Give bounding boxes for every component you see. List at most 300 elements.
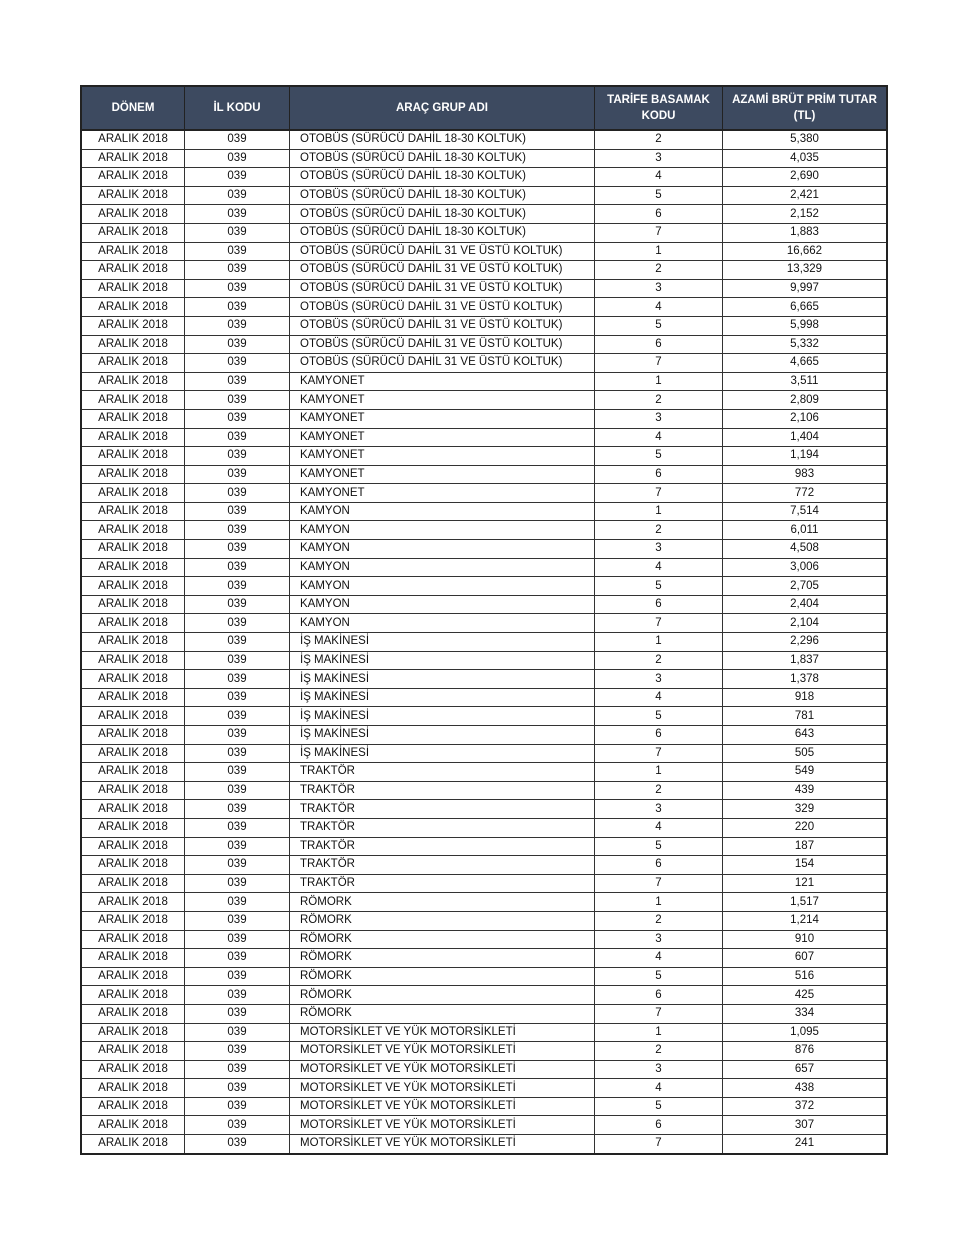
province-code-cell: 039 [185, 316, 290, 335]
period-cell: ARALIK 2018 [81, 633, 185, 652]
vehicle-group-cell: KAMYONET [290, 465, 595, 484]
header-row [81, 86, 887, 130]
table-row [81, 447, 887, 466]
province-code-cell: 039 [185, 1097, 290, 1116]
max-premium-cell: 1,214 [723, 911, 888, 930]
max-premium-cell: 2,106 [723, 409, 888, 428]
table-body [81, 130, 887, 1154]
max-premium-cell: 1,837 [723, 651, 888, 670]
tariff-step-cell: 2 [595, 391, 723, 410]
table-row [81, 1116, 887, 1135]
period-cell: ARALIK 2018 [81, 372, 185, 391]
period-cell: ARALIK 2018 [81, 874, 185, 893]
province-code-cell: 039 [185, 279, 290, 298]
header-province-code: İL KODU [185, 86, 290, 130]
tariff-step-cell: 6 [595, 1116, 723, 1135]
province-code-cell: 039 [185, 781, 290, 800]
table-row [81, 986, 887, 1005]
province-code-cell: 039 [185, 1079, 290, 1098]
province-code-cell: 039 [185, 577, 290, 596]
period-cell: ARALIK 2018 [81, 726, 185, 745]
period-cell: ARALIK 2018 [81, 1116, 185, 1135]
tariff-step-cell: 4 [595, 168, 723, 187]
vehicle-group-cell: MOTORSİKLET VE YÜK MOTORSİKLETİ [290, 1042, 595, 1061]
vehicle-group-cell: KAMYON [290, 595, 595, 614]
premium-table [80, 85, 888, 1155]
period-cell: ARALIK 2018 [81, 168, 185, 187]
max-premium-cell: 439 [723, 781, 888, 800]
period-cell: ARALIK 2018 [81, 707, 185, 726]
max-premium-cell: 2,152 [723, 205, 888, 224]
table-row [81, 651, 887, 670]
vehicle-group-cell: OTOBÜS (SÜRÜCÜ DAHİL 31 VE ÜSTÜ KOLTUK) [290, 335, 595, 354]
table-row [81, 763, 887, 782]
table-row [81, 670, 887, 689]
period-cell: ARALIK 2018 [81, 205, 185, 224]
province-code-cell: 039 [185, 1004, 290, 1023]
vehicle-group-cell: KAMYONET [290, 447, 595, 466]
max-premium-cell: 516 [723, 967, 888, 986]
table-row [81, 484, 887, 503]
province-code-cell: 039 [185, 688, 290, 707]
table-row [81, 335, 887, 354]
tariff-step-cell: 3 [595, 409, 723, 428]
period-cell: ARALIK 2018 [81, 986, 185, 1005]
max-premium-cell: 2,421 [723, 186, 888, 205]
tariff-step-cell: 4 [595, 1079, 723, 1098]
vehicle-group-cell: KAMYONET [290, 409, 595, 428]
table-row [81, 223, 887, 242]
table-row [81, 1135, 887, 1154]
max-premium-cell: 505 [723, 744, 888, 763]
table-row [81, 800, 887, 819]
tariff-step-cell: 1 [595, 633, 723, 652]
province-code-cell: 039 [185, 261, 290, 280]
province-code-cell: 039 [185, 205, 290, 224]
period-cell: ARALIK 2018 [81, 930, 185, 949]
province-code-cell: 039 [185, 670, 290, 689]
province-code-cell: 039 [185, 447, 290, 466]
table-row [81, 502, 887, 521]
vehicle-group-cell: İŞ MAKİNESİ [290, 707, 595, 726]
vehicle-group-cell: İŞ MAKİNESİ [290, 633, 595, 652]
tariff-step-cell: 7 [595, 354, 723, 373]
max-premium-cell: 876 [723, 1042, 888, 1061]
max-premium-cell: 4,035 [723, 149, 888, 168]
province-code-cell: 039 [185, 614, 290, 633]
table-row [81, 893, 887, 912]
province-code-cell: 039 [185, 242, 290, 261]
period-cell: ARALIK 2018 [81, 409, 185, 428]
table-row [81, 465, 887, 484]
max-premium-cell: 6,665 [723, 298, 888, 317]
table-row [81, 149, 887, 168]
tariff-step-cell: 3 [595, 1060, 723, 1079]
max-premium-cell: 1,378 [723, 670, 888, 689]
tariff-step-cell: 6 [595, 856, 723, 875]
vehicle-group-cell: TRAKTÖR [290, 800, 595, 819]
max-premium-cell: 329 [723, 800, 888, 819]
period-cell: ARALIK 2018 [81, 447, 185, 466]
province-code-cell: 039 [185, 949, 290, 968]
vehicle-group-cell: MOTORSİKLET VE YÜK MOTORSİKLETİ [290, 1060, 595, 1079]
province-code-cell: 039 [185, 763, 290, 782]
vehicle-group-cell: OTOBÜS (SÜRÜCÜ DAHİL 31 VE ÜSTÜ KOLTUK) [290, 242, 595, 261]
province-code-cell: 039 [185, 428, 290, 447]
max-premium-cell: 334 [723, 1004, 888, 1023]
tariff-step-cell: 4 [595, 688, 723, 707]
period-cell: ARALIK 2018 [81, 298, 185, 317]
table-row [81, 781, 887, 800]
province-code-cell: 039 [185, 223, 290, 242]
table-row [81, 744, 887, 763]
province-code-cell: 039 [185, 893, 290, 912]
tariff-step-cell: 6 [595, 986, 723, 1005]
province-code-cell: 039 [185, 633, 290, 652]
tariff-step-cell: 5 [595, 316, 723, 335]
max-premium-cell: 5,332 [723, 335, 888, 354]
period-cell: ARALIK 2018 [81, 521, 185, 540]
table-row [81, 688, 887, 707]
table-row [81, 298, 887, 317]
tariff-step-cell: 1 [595, 242, 723, 261]
tariff-step-cell: 2 [595, 261, 723, 280]
period-cell: ARALIK 2018 [81, 1023, 185, 1042]
table-row [81, 967, 887, 986]
vehicle-group-cell: OTOBÜS (SÜRÜCÜ DAHİL 31 VE ÜSTÜ KOLTUK) [290, 354, 595, 373]
province-code-cell: 039 [185, 372, 290, 391]
table-row [81, 130, 887, 149]
vehicle-group-cell: RÖMORK [290, 949, 595, 968]
tariff-step-cell: 4 [595, 428, 723, 447]
period-cell: ARALIK 2018 [81, 1060, 185, 1079]
table-row [81, 1004, 887, 1023]
vehicle-group-cell: OTOBÜS (SÜRÜCÜ DAHİL 18-30 KOLTUK) [290, 149, 595, 168]
vehicle-group-cell: KAMYON [290, 502, 595, 521]
table-row [81, 1079, 887, 1098]
table-row [81, 837, 887, 856]
tariff-step-cell: 4 [595, 558, 723, 577]
table-row [81, 949, 887, 968]
max-premium-cell: 13,329 [723, 261, 888, 280]
province-code-cell: 039 [185, 595, 290, 614]
table-row [81, 186, 887, 205]
tariff-step-cell: 7 [595, 484, 723, 503]
vehicle-group-cell: KAMYON [290, 614, 595, 633]
vehicle-group-cell: MOTORSİKLET VE YÜK MOTORSİKLETİ [290, 1079, 595, 1098]
province-code-cell: 039 [185, 930, 290, 949]
max-premium-cell: 1,517 [723, 893, 888, 912]
header-tariff-step: TARİFE BASAMAK KODU [595, 86, 723, 130]
tariff-step-cell: 5 [595, 1097, 723, 1116]
period-cell: ARALIK 2018 [81, 688, 185, 707]
vehicle-group-cell: MOTORSİKLET VE YÜK MOTORSİKLETİ [290, 1116, 595, 1135]
max-premium-cell: 607 [723, 949, 888, 968]
period-cell: ARALIK 2018 [81, 818, 185, 837]
tariff-step-cell: 6 [595, 726, 723, 745]
period-cell: ARALIK 2018 [81, 1042, 185, 1061]
province-code-cell: 039 [185, 818, 290, 837]
max-premium-cell: 16,662 [723, 242, 888, 261]
tariff-step-cell: 7 [595, 874, 723, 893]
max-premium-cell: 5,380 [723, 130, 888, 149]
province-code-cell: 039 [185, 502, 290, 521]
max-premium-cell: 1,404 [723, 428, 888, 447]
table-row [81, 521, 887, 540]
vehicle-group-cell: OTOBÜS (SÜRÜCÜ DAHİL 18-30 KOLTUK) [290, 186, 595, 205]
province-code-cell: 039 [185, 967, 290, 986]
table-row [81, 354, 887, 373]
tariff-step-cell: 6 [595, 335, 723, 354]
vehicle-group-cell: OTOBÜS (SÜRÜCÜ DAHİL 18-30 KOLTUK) [290, 168, 595, 187]
vehicle-group-cell: OTOBÜS (SÜRÜCÜ DAHİL 31 VE ÜSTÜ KOLTUK) [290, 316, 595, 335]
max-premium-cell: 6,011 [723, 521, 888, 540]
max-premium-cell: 241 [723, 1135, 888, 1154]
period-cell: ARALIK 2018 [81, 223, 185, 242]
vehicle-group-cell: İŞ MAKİNESİ [290, 688, 595, 707]
province-code-cell: 039 [185, 521, 290, 540]
table-row [81, 930, 887, 949]
max-premium-cell: 9,997 [723, 279, 888, 298]
table-row [81, 595, 887, 614]
vehicle-group-cell: KAMYON [290, 558, 595, 577]
vehicle-group-cell: TRAKTÖR [290, 763, 595, 782]
province-code-cell: 039 [185, 837, 290, 856]
vehicle-group-cell: OTOBÜS (SÜRÜCÜ DAHİL 31 VE ÜSTÜ KOLTUK) [290, 298, 595, 317]
vehicle-group-cell: OTOBÜS (SÜRÜCÜ DAHİL 31 VE ÜSTÜ KOLTUK) [290, 279, 595, 298]
period-cell: ARALIK 2018 [81, 540, 185, 559]
max-premium-cell: 549 [723, 763, 888, 782]
province-code-cell: 039 [185, 1023, 290, 1042]
table-row [81, 874, 887, 893]
tariff-step-cell: 7 [595, 223, 723, 242]
table-row [81, 205, 887, 224]
period-cell: ARALIK 2018 [81, 354, 185, 373]
period-cell: ARALIK 2018 [81, 261, 185, 280]
tariff-step-cell: 1 [595, 502, 723, 521]
province-code-cell: 039 [185, 1135, 290, 1154]
tariff-step-cell: 2 [595, 130, 723, 149]
period-cell: ARALIK 2018 [81, 577, 185, 596]
header-vehicle-group: ARAÇ GRUP ADI [290, 86, 595, 130]
max-premium-cell: 910 [723, 930, 888, 949]
max-premium-cell: 918 [723, 688, 888, 707]
period-cell: ARALIK 2018 [81, 893, 185, 912]
province-code-cell: 039 [185, 744, 290, 763]
tariff-step-cell: 3 [595, 149, 723, 168]
tariff-step-cell: 1 [595, 372, 723, 391]
tariff-step-cell: 7 [595, 614, 723, 633]
vehicle-group-cell: KAMYON [290, 577, 595, 596]
province-code-cell: 039 [185, 391, 290, 410]
table-row [81, 633, 887, 652]
max-premium-cell: 7,514 [723, 502, 888, 521]
header-max-premium: AZAMİ BRÜT PRİM TUTAR (TL) [723, 86, 888, 130]
max-premium-cell: 425 [723, 986, 888, 1005]
max-premium-cell: 2,809 [723, 391, 888, 410]
table-row [81, 168, 887, 187]
period-cell: ARALIK 2018 [81, 316, 185, 335]
tariff-step-cell: 4 [595, 298, 723, 317]
max-premium-cell: 372 [723, 1097, 888, 1116]
province-code-cell: 039 [185, 1060, 290, 1079]
vehicle-group-cell: MOTORSİKLET VE YÜK MOTORSİKLETİ [290, 1097, 595, 1116]
tariff-step-cell: 4 [595, 949, 723, 968]
province-code-cell: 039 [185, 726, 290, 745]
province-code-cell: 039 [185, 409, 290, 428]
period-cell: ARALIK 2018 [81, 558, 185, 577]
table-row [81, 279, 887, 298]
province-code-cell: 039 [185, 354, 290, 373]
max-premium-cell: 154 [723, 856, 888, 875]
period-cell: ARALIK 2018 [81, 763, 185, 782]
vehicle-group-cell: KAMYON [290, 540, 595, 559]
max-premium-cell: 2,404 [723, 595, 888, 614]
vehicle-group-cell: RÖMORK [290, 911, 595, 930]
province-code-cell: 039 [185, 856, 290, 875]
max-premium-cell: 657 [723, 1060, 888, 1079]
province-code-cell: 039 [185, 465, 290, 484]
period-cell: ARALIK 2018 [81, 670, 185, 689]
vehicle-group-cell: RÖMORK [290, 967, 595, 986]
table-row [81, 316, 887, 335]
max-premium-cell: 643 [723, 726, 888, 745]
vehicle-group-cell: TRAKTÖR [290, 856, 595, 875]
tariff-step-cell: 3 [595, 279, 723, 298]
period-cell: ARALIK 2018 [81, 428, 185, 447]
max-premium-cell: 781 [723, 707, 888, 726]
tariff-step-cell: 7 [595, 1135, 723, 1154]
tariff-step-cell: 7 [595, 744, 723, 763]
province-code-cell: 039 [185, 800, 290, 819]
max-premium-cell: 3,511 [723, 372, 888, 391]
tariff-step-cell: 3 [595, 670, 723, 689]
table-row [81, 1042, 887, 1061]
vehicle-group-cell: TRAKTÖR [290, 781, 595, 800]
period-cell: ARALIK 2018 [81, 651, 185, 670]
tariff-step-cell: 5 [595, 707, 723, 726]
province-code-cell: 039 [185, 298, 290, 317]
max-premium-cell: 5,998 [723, 316, 888, 335]
province-code-cell: 039 [185, 911, 290, 930]
period-cell: ARALIK 2018 [81, 837, 185, 856]
period-cell: ARALIK 2018 [81, 967, 185, 986]
tariff-step-cell: 3 [595, 930, 723, 949]
tariff-step-cell: 3 [595, 800, 723, 819]
province-code-cell: 039 [185, 1042, 290, 1061]
period-cell: ARALIK 2018 [81, 149, 185, 168]
period-cell: ARALIK 2018 [81, 595, 185, 614]
period-cell: ARALIK 2018 [81, 1135, 185, 1154]
table-row [81, 856, 887, 875]
period-cell: ARALIK 2018 [81, 911, 185, 930]
period-cell: ARALIK 2018 [81, 130, 185, 149]
vehicle-group-cell: RÖMORK [290, 930, 595, 949]
tariff-step-cell: 1 [595, 763, 723, 782]
tariff-step-cell: 3 [595, 540, 723, 559]
table-row [81, 242, 887, 261]
vehicle-group-cell: TRAKTÖR [290, 874, 595, 893]
tariff-step-cell: 2 [595, 521, 723, 540]
max-premium-cell: 4,665 [723, 354, 888, 373]
max-premium-cell: 1,883 [723, 223, 888, 242]
vehicle-group-cell: OTOBÜS (SÜRÜCÜ DAHİL 18-30 KOLTUK) [290, 223, 595, 242]
vehicle-group-cell: KAMYONET [290, 391, 595, 410]
tariff-step-cell: 1 [595, 893, 723, 912]
tariff-step-cell: 5 [595, 967, 723, 986]
period-cell: ARALIK 2018 [81, 1097, 185, 1116]
table-row [81, 428, 887, 447]
table-row [81, 726, 887, 745]
vehicle-group-cell: İŞ MAKİNESİ [290, 744, 595, 763]
table-row [81, 372, 887, 391]
table-row [81, 818, 887, 837]
period-cell: ARALIK 2018 [81, 949, 185, 968]
vehicle-group-cell: İŞ MAKİNESİ [290, 651, 595, 670]
vehicle-group-cell: İŞ MAKİNESİ [290, 726, 595, 745]
table-row [81, 261, 887, 280]
province-code-cell: 039 [185, 130, 290, 149]
tariff-step-cell: 5 [595, 186, 723, 205]
max-premium-cell: 438 [723, 1079, 888, 1098]
period-cell: ARALIK 2018 [81, 391, 185, 410]
period-cell: ARALIK 2018 [81, 335, 185, 354]
table-row [81, 558, 887, 577]
period-cell: ARALIK 2018 [81, 484, 185, 503]
vehicle-group-cell: KAMYON [290, 521, 595, 540]
period-cell: ARALIK 2018 [81, 186, 185, 205]
max-premium-cell: 772 [723, 484, 888, 503]
table-row [81, 1097, 887, 1116]
tariff-step-cell: 2 [595, 1042, 723, 1061]
vehicle-group-cell: OTOBÜS (SÜRÜCÜ DAHİL 31 VE ÜSTÜ KOLTUK) [290, 261, 595, 280]
tariff-step-cell: 4 [595, 818, 723, 837]
tariff-step-cell: 5 [595, 447, 723, 466]
table-row [81, 577, 887, 596]
max-premium-cell: 121 [723, 874, 888, 893]
period-cell: ARALIK 2018 [81, 465, 185, 484]
province-code-cell: 039 [185, 1116, 290, 1135]
period-cell: ARALIK 2018 [81, 800, 185, 819]
period-cell: ARALIK 2018 [81, 279, 185, 298]
province-code-cell: 039 [185, 707, 290, 726]
period-cell: ARALIK 2018 [81, 1004, 185, 1023]
max-premium-cell: 4,508 [723, 540, 888, 559]
vehicle-group-cell: OTOBÜS (SÜRÜCÜ DAHİL 18-30 KOLTUK) [290, 205, 595, 224]
vehicle-group-cell: MOTORSİKLET VE YÜK MOTORSİKLETİ [290, 1135, 595, 1154]
province-code-cell: 039 [185, 874, 290, 893]
tariff-step-cell: 5 [595, 577, 723, 596]
tariff-step-cell: 2 [595, 651, 723, 670]
table-row [81, 1023, 887, 1042]
province-code-cell: 039 [185, 540, 290, 559]
tariff-step-cell: 2 [595, 781, 723, 800]
period-cell: ARALIK 2018 [81, 614, 185, 633]
province-code-cell: 039 [185, 168, 290, 187]
vehicle-group-cell: KAMYONET [290, 372, 595, 391]
vehicle-group-cell: KAMYONET [290, 428, 595, 447]
max-premium-cell: 1,095 [723, 1023, 888, 1042]
province-code-cell: 039 [185, 558, 290, 577]
max-premium-cell: 2,690 [723, 168, 888, 187]
table-row [81, 911, 887, 930]
province-code-cell: 039 [185, 484, 290, 503]
tariff-step-cell: 6 [595, 595, 723, 614]
table-row [81, 409, 887, 428]
period-cell: ARALIK 2018 [81, 744, 185, 763]
max-premium-cell: 187 [723, 837, 888, 856]
max-premium-cell: 307 [723, 1116, 888, 1135]
